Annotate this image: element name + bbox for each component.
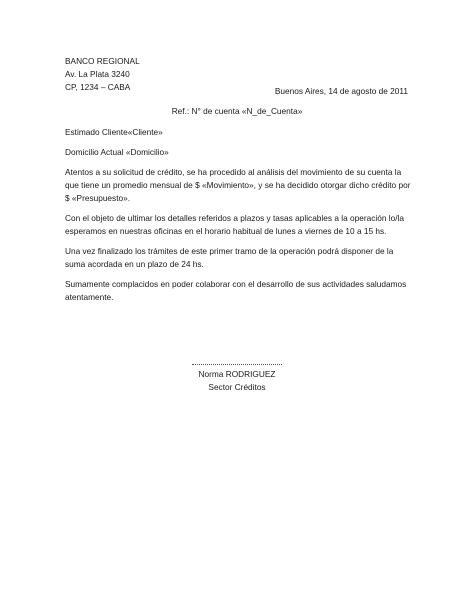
greeting: Estimado Cliente«Cliente» [65,127,163,137]
address-line: Domicilio Actual «Domicilio» [65,147,169,157]
sender-block [65,55,140,94]
signature-block [0,362,474,394]
signature-line [192,362,282,365]
bank-street: Av. La Plata 3240 [65,69,130,79]
reference-line: Ref.: N° de cuenta «N_de_Cuenta» [171,106,303,116]
paragraph-disbursement: Una vez finalizado los trámites de este primer tramo de la operación podrá disponer de la suma acordada en un plazo de 24 hs. [65,246,394,269]
bank-name: BANCO REGIONAL [65,56,140,66]
paragraph-credit-analysis: Atentos a su solicitud de crédito, se ha procedido al análisis del movimiento de su cuenta la que tiene un promedio mensual de $ «Movimiento», y se ha decidido otorgar dicho crédito por $ «Presupuesto». [65,167,411,203]
signer-name: Norma RODRIGUEZ [198,369,276,379]
signer-role: Sector Créditos [208,382,266,392]
bank-postal-city: CP, 1234 – CABA [65,82,131,92]
letter-date: Buenos Aires, 14 de agosto de 2011 [274,86,408,96]
paragraph-closing: Sumamente complacidos en poder colaborar con el desarrollo de sus actividades saludamos atentamente. [65,279,407,302]
paragraph-office-visit: Con el objeto de ultimar los detalles referidos a plazos y tasas aplicables a la operación lo/la esperamos en nuestras oficinas en el horario habitual de lunes a viernes de 10 a 15 hs. [65,213,404,236]
letter-body [65,166,415,311]
